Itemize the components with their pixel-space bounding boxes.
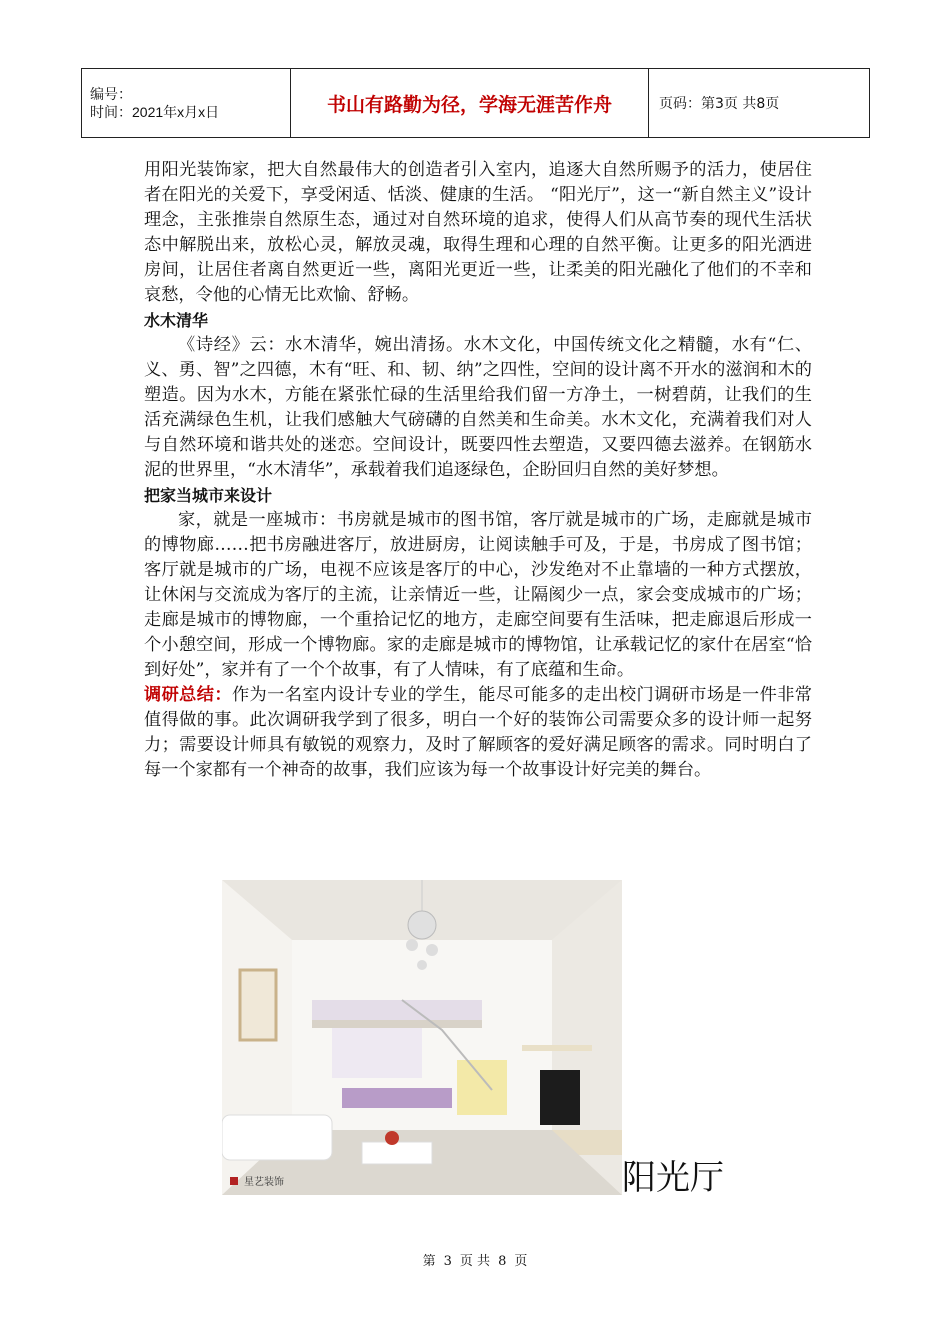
photo-watermark: 星艺装饰 xyxy=(244,1177,284,1188)
heading-home-as-city: 把家当城市来设计 xyxy=(144,486,273,505)
living-room-photo xyxy=(222,880,622,1195)
header-meta xyxy=(82,69,291,138)
paragraph-water-wood: 《诗经》云：水木清华，婉出清扬。水木文化，中国传统文化之精髓，水有“仁、义、勇、智”之四德，木有“旺、和、韧、纳”之四性，空间的设计离不开水的滋润和木的塑造。因为水木，方能在紧张忙碌的生活里给我们留一方净土，一树碧荫，让我们的生活充满绿色生机，让我们感触大气磅礴的自然美和生命美。水木文化，充满着我们对人与自然环境和谐共处的迷恋。空间设计，既要四性去塑造，又要四德去滋养。在钢筋水泥的世界里，“水木清华”，承载着我们追逐绿色，企盼回归自然的美好梦想。 xyxy=(144,335,812,480)
number-label: 编号： xyxy=(90,86,132,102)
living-room-illustration xyxy=(222,880,622,1195)
footer-suffix: 页 xyxy=(514,1254,528,1269)
summary-label: 调研总结： xyxy=(144,685,232,705)
footer-mid: 页 共 xyxy=(459,1254,491,1269)
paragraph-intro: 用阳光装饰家，把大自然最伟大的创造者引入室内，追逐大自然所赐予的活力，使居住者在阳光的关爱下，享受闲适、恬淡、健康的生活。 “阳光厅”，这一“新自然主义”设计理念，主张推崇自然原生态，通过对自然环境的追求，使得人们从高节奏的现代生活状态中解脱出来，放松心灵，解放灵魂，取得生理和心理的自然平衡。让更多的阳光洒进房间，让居住者离自然更近一些，离阳光更近一些，让柔美的阳光融化了他们的不幸和哀愁，令他的心情无比欢愉、舒畅。 xyxy=(144,160,812,305)
document-body xyxy=(144,158,812,783)
page-header xyxy=(81,68,870,138)
header-page-info: 页码：第3页 共8页 xyxy=(649,69,870,138)
header-motto: 书山有路勤为径，学海无涯苦作舟 xyxy=(291,69,649,138)
footer-total-pages: 8 xyxy=(498,1254,507,1269)
footer-prefix: 第 xyxy=(422,1254,436,1269)
summary-text: 作为一名室内设计专业的学生，能尽可能多的走出校门调研市场是一件非常值得做的事。此次调研我学到了很多，明白一个好的装饰公司需要众多的设计师一起努力；需要设计师具有敏锐的观察力，及时了解顾客的爱好满足顾客的需求。同时明白了每一个家都有一个神奇的故事，我们应该为每一个故事设计好完美的舞台。 xyxy=(144,685,812,780)
footer-page-number: 3 xyxy=(443,1254,452,1269)
time-label: 时间：2021年x月x日 xyxy=(90,104,220,120)
paragraph-summary xyxy=(144,683,812,783)
paragraph-home-as-city: 家，就是一座城市：书房就是城市的图书馆，客厅就是城市的广场，走廊就是城市的博物廊……把书房融进客厅，放进厨房，让阅读触手可及，于是，书房成了图书馆；客厅就是城市的广场，电视不应该是客厅的中心，沙发绝对不止靠墙的一种方式摆放，让休闲与交流成为客厅的主流，让亲情近一些，让隔阂少一点，家会变成城市的广场；走廊是城市的博物廊，一个重拾记忆的地方，走廊空间要有生活味，把走廊退后形成一个小憩空间，形成一个博物廊。家的走廊是城市的博物馆，让承载记忆的家什在居室“恰到好处”，家并有了一个个故事，有了人情味，有了底蕴和生命。 xyxy=(144,510,812,680)
heading-water-wood: 水木清华 xyxy=(144,311,209,330)
photo-caption: 阳光厅 xyxy=(622,1158,724,1198)
page-footer xyxy=(0,1250,950,1269)
